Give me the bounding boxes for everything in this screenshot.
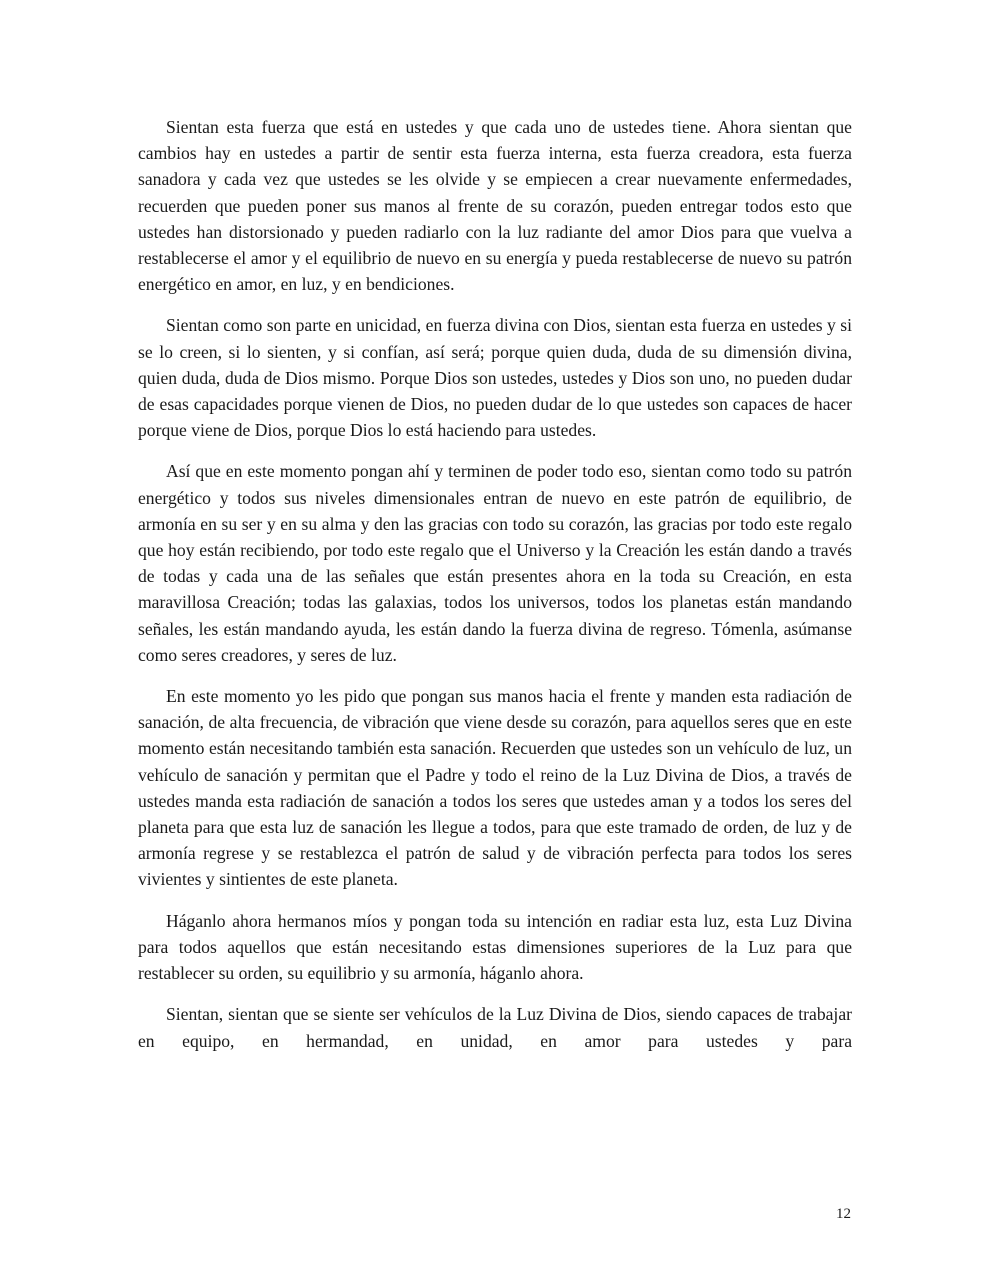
paragraph-1: Sientan esta fuerza que está en ustedes y que cada uno de ustedes tiene. Ahora sientan que cambios hay en ustedes a partir de sentir esta fuerza interna, esta fuerza creadora, esta fuerza sanadora y cada vez que ustedes se les olvide y se empiecen a crear nuevamente enfermedades, recuerden que pueden poner sus manos al frente de su corazón, pueden entregar todos esto que ustedes han distorsionado y pueden radiarlo con la luz radiante del amor Dios para que vuelva a restablecerse el amor y el equilibrio de nuevo en su energía y pueda restablecerse de nuevo su patrón energético en amor, en luz, y en bendiciones. — [138, 117, 852, 295]
page-number: 12 — [836, 1206, 851, 1222]
paragraph-2: Sientan como son parte en unicidad, en fuerza divina con Dios, sientan esta fuerza en ustedes y si se lo creen, si lo sienten, y si confían, así será; porque quien duda, duda de su dimensión divina, quien duda, duda de Dios mismo. Porque Dios son ustedes, ustedes y Dios son uno, no pueden dudar de esas capacidades porque vienen de Dios, no pueden dudar de lo que ustedes son capaces de hacer porque viene de Dios, porque Dios lo está haciendo para ustedes. — [138, 315, 852, 441]
body-text — [138, 114, 852, 1069]
paragraph-6: Sientan, sientan que se siente ser vehículos de la Luz Divina de Dios, siendo capaces de trabajar en equipo, en hermandad, en unidad, en amor para ustedes y para — [138, 1004, 852, 1051]
paragraph-3: Así que en este momento pongan ahí y terminen de poder todo eso, sientan como todo su patrón energético y todos sus niveles dimensionales entran de nuevo en este patrón de equilibrio, de armonía en su ser y en su alma y den las gracias con todo su corazón, las gracias por todo este regalo que hoy están recibiendo, por todo este regalo que el Universo y la Creación les están dando a través de todas y cada una de las señales que están presentes ahora en la toda su Creación, en esta maravillosa Creación; todas las galaxias, todos los universos, todos los planetas están mandando señales, les están mandando ayuda, les están dando la fuerza divina de regreso. Tómenla, asúmanse como seres creadores, y seres de luz. — [138, 461, 852, 665]
paragraph-4: En este momento yo les pido que pongan sus manos hacia el frente y manden esta radiación de sanación, de alta frecuencia, de vibración que viene desde su corazón, para aquellos seres que en este momento están necesitando también esta sanación. Recuerden que ustedes son un vehículo de luz, un vehículo de sanación y permitan que el Padre y todo el reino de la Luz Divina de Dios, a través de ustedes manda esta radiación de sanación a todos los seres que ustedes aman y a todos los seres del planeta para que esta luz de sanación les llegue a todos, para que este tramado de orden, de luz y de armonía regrese y se restablezca el patrón de salud y de vibración perfecta para todos los seres vivientes y sintientes de este planeta. — [138, 686, 852, 890]
paragraph-5: Háganlo ahora hermanos míos y pongan toda su intención en radiar esta luz, esta Luz Divina para todos aquellos que están necesitando estas dimensiones superiores de la Luz para que restablecer su orden, su equilibrio y su armonía, háganlo ahora. — [138, 910, 852, 984]
